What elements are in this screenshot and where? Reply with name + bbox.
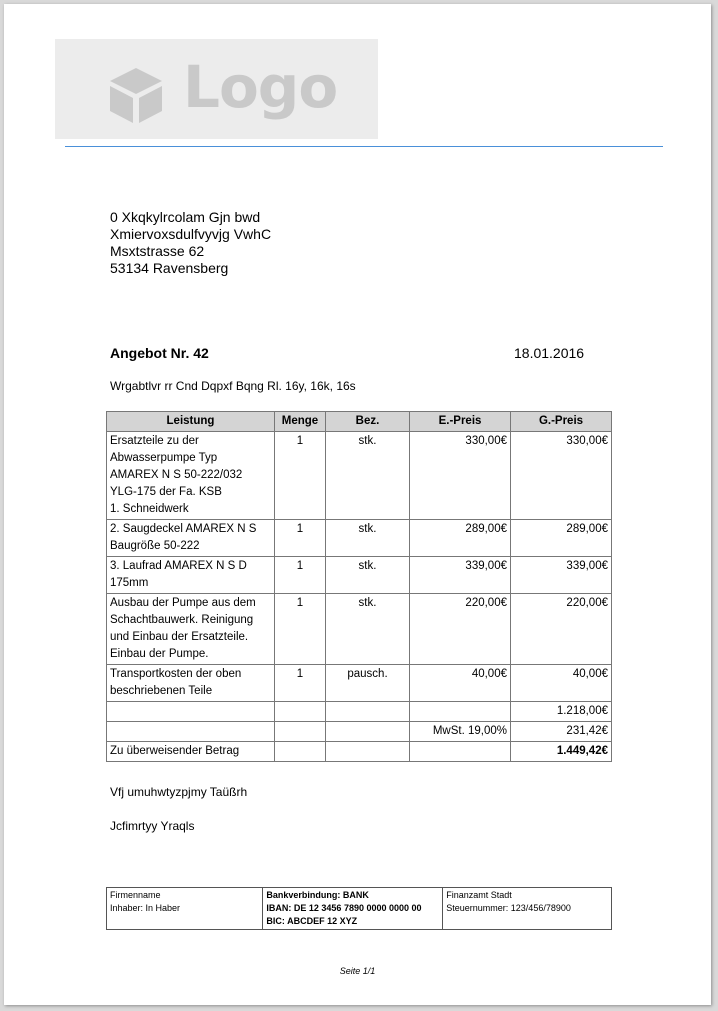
- item-description: [107, 665, 275, 702]
- description-line: 175mm: [110, 577, 149, 589]
- description-line: Transportkosten der oben: [110, 668, 242, 680]
- header-divider: [65, 146, 663, 147]
- item-description: [107, 594, 275, 665]
- footer-line: IBAN: DE 12 3456 7890 0000 0000 00: [266, 903, 422, 913]
- logo-text: Logo: [183, 53, 338, 121]
- item-quantity: 1: [275, 520, 326, 557]
- column-header: Leistung: [107, 412, 275, 432]
- item-quantity: 1: [275, 557, 326, 594]
- table-row: [107, 665, 612, 702]
- tax-row: [107, 722, 612, 742]
- footer-tax: [443, 888, 612, 930]
- footer-table: [106, 887, 612, 930]
- column-header: Menge: [275, 412, 326, 432]
- closing-text: Vfj umuhwtyzpjmy Taüßrh: [110, 785, 248, 799]
- item-description: [107, 432, 275, 520]
- item-quantity: 1: [275, 665, 326, 702]
- page-number: Seite 1/1: [339, 966, 376, 976]
- item-description: [107, 557, 275, 594]
- item-unit-price: 40,00€: [410, 665, 511, 702]
- item-unit: stk.: [326, 594, 410, 665]
- table-row: [107, 432, 612, 520]
- item-total: 289,00€: [511, 520, 612, 557]
- item-quantity: 1: [275, 432, 326, 520]
- description-line: Ausbau der Pumpe aus dem: [110, 597, 256, 609]
- column-header: G.-Preis: [511, 412, 612, 432]
- cube-icon: [107, 66, 165, 124]
- item-total: 40,00€: [511, 665, 612, 702]
- footer-line: Finanzamt Stadt: [446, 890, 512, 900]
- table-header-row: [107, 412, 612, 432]
- item-unit: stk.: [326, 557, 410, 594]
- description-line: 1. Schneidwerk: [110, 503, 189, 515]
- tax-value: 231,42€: [511, 722, 612, 742]
- footer-company: [107, 888, 263, 930]
- column-header: E.-Preis: [410, 412, 511, 432]
- address-line: 53134 Ravensberg: [110, 260, 229, 276]
- description-line: und Einbau der Ersatzteile.: [110, 631, 249, 643]
- item-quantity: 1: [275, 594, 326, 665]
- description-line: Ersatzteile zu der: [110, 435, 199, 447]
- description-line: beschriebenen Teile: [110, 685, 213, 697]
- column-header: Bez.: [326, 412, 410, 432]
- subtotal-value: 1.218,00€: [511, 702, 612, 722]
- tax-label: MwSt. 19,00%: [410, 722, 511, 742]
- description-line: 2. Saugdeckel AMAREX N S: [110, 523, 257, 535]
- description-line: Baugröße 50-222: [110, 540, 200, 552]
- description-line: Schachtbauwerk. Reinigung: [110, 614, 254, 626]
- signature-name: Jcfimrtyy Yraqls: [110, 819, 195, 833]
- footer-line: BIC: ABCDEF 12 XYZ: [266, 916, 358, 926]
- description-line: YLG-175 der Fa. KSB: [110, 486, 222, 498]
- footer-line: Steuernummer: 123/456/78900: [446, 903, 571, 913]
- recipient-address: [110, 209, 271, 277]
- item-unit-price: 220,00€: [410, 594, 511, 665]
- footer-line: Firmenname: [110, 890, 161, 900]
- table-row: [107, 594, 612, 665]
- description-line: Einbau der Pumpe.: [110, 648, 209, 660]
- footer-line: Bankverbindung: BANK: [266, 890, 369, 900]
- item-unit-price: 289,00€: [410, 520, 511, 557]
- description-line: Abwasserpumpe Typ: [110, 452, 218, 464]
- subtotal-row: [107, 702, 612, 722]
- offer-title: Angebot Nr. 42: [110, 345, 209, 361]
- item-total: 330,00€: [511, 432, 612, 520]
- footer-bank: [263, 888, 443, 930]
- table-row: [107, 520, 612, 557]
- item-description: [107, 520, 275, 557]
- item-total: 220,00€: [511, 594, 612, 665]
- offer-subject: Wrgabtlvr rr Cnd Dqpxf Bqng Rl. 16y, 16k, 16s: [110, 379, 356, 393]
- item-unit-price: 339,00€: [410, 557, 511, 594]
- item-unit: stk.: [326, 432, 410, 520]
- footer-line: Inhaber: In Haber: [110, 903, 181, 913]
- items-table: [106, 411, 612, 762]
- offer-date: 18.01.2016: [514, 345, 585, 361]
- description-line: 3. Laufrad AMAREX N S D: [110, 560, 247, 572]
- item-total: 339,00€: [511, 557, 612, 594]
- address-line: Xmiervoxsdulfvyvjg VwhC: [110, 226, 272, 242]
- description-line: AMAREX N S 50-222/032: [110, 469, 243, 481]
- grand-total-value: 1.449,42€: [511, 742, 612, 762]
- address-line: Msxtstrasse 62: [110, 243, 205, 259]
- logo: [55, 39, 378, 139]
- item-unit-price: 330,00€: [410, 432, 511, 520]
- grand-total-label: Zu überweisender Betrag: [107, 742, 275, 762]
- address-line: 0 Xkqkylrcolam Gjn bwd: [110, 209, 261, 225]
- item-unit: pausch.: [326, 665, 410, 702]
- table-row: [107, 557, 612, 594]
- item-unit: stk.: [326, 520, 410, 557]
- document-page: [4, 4, 711, 1005]
- grand-total-row: [107, 742, 612, 762]
